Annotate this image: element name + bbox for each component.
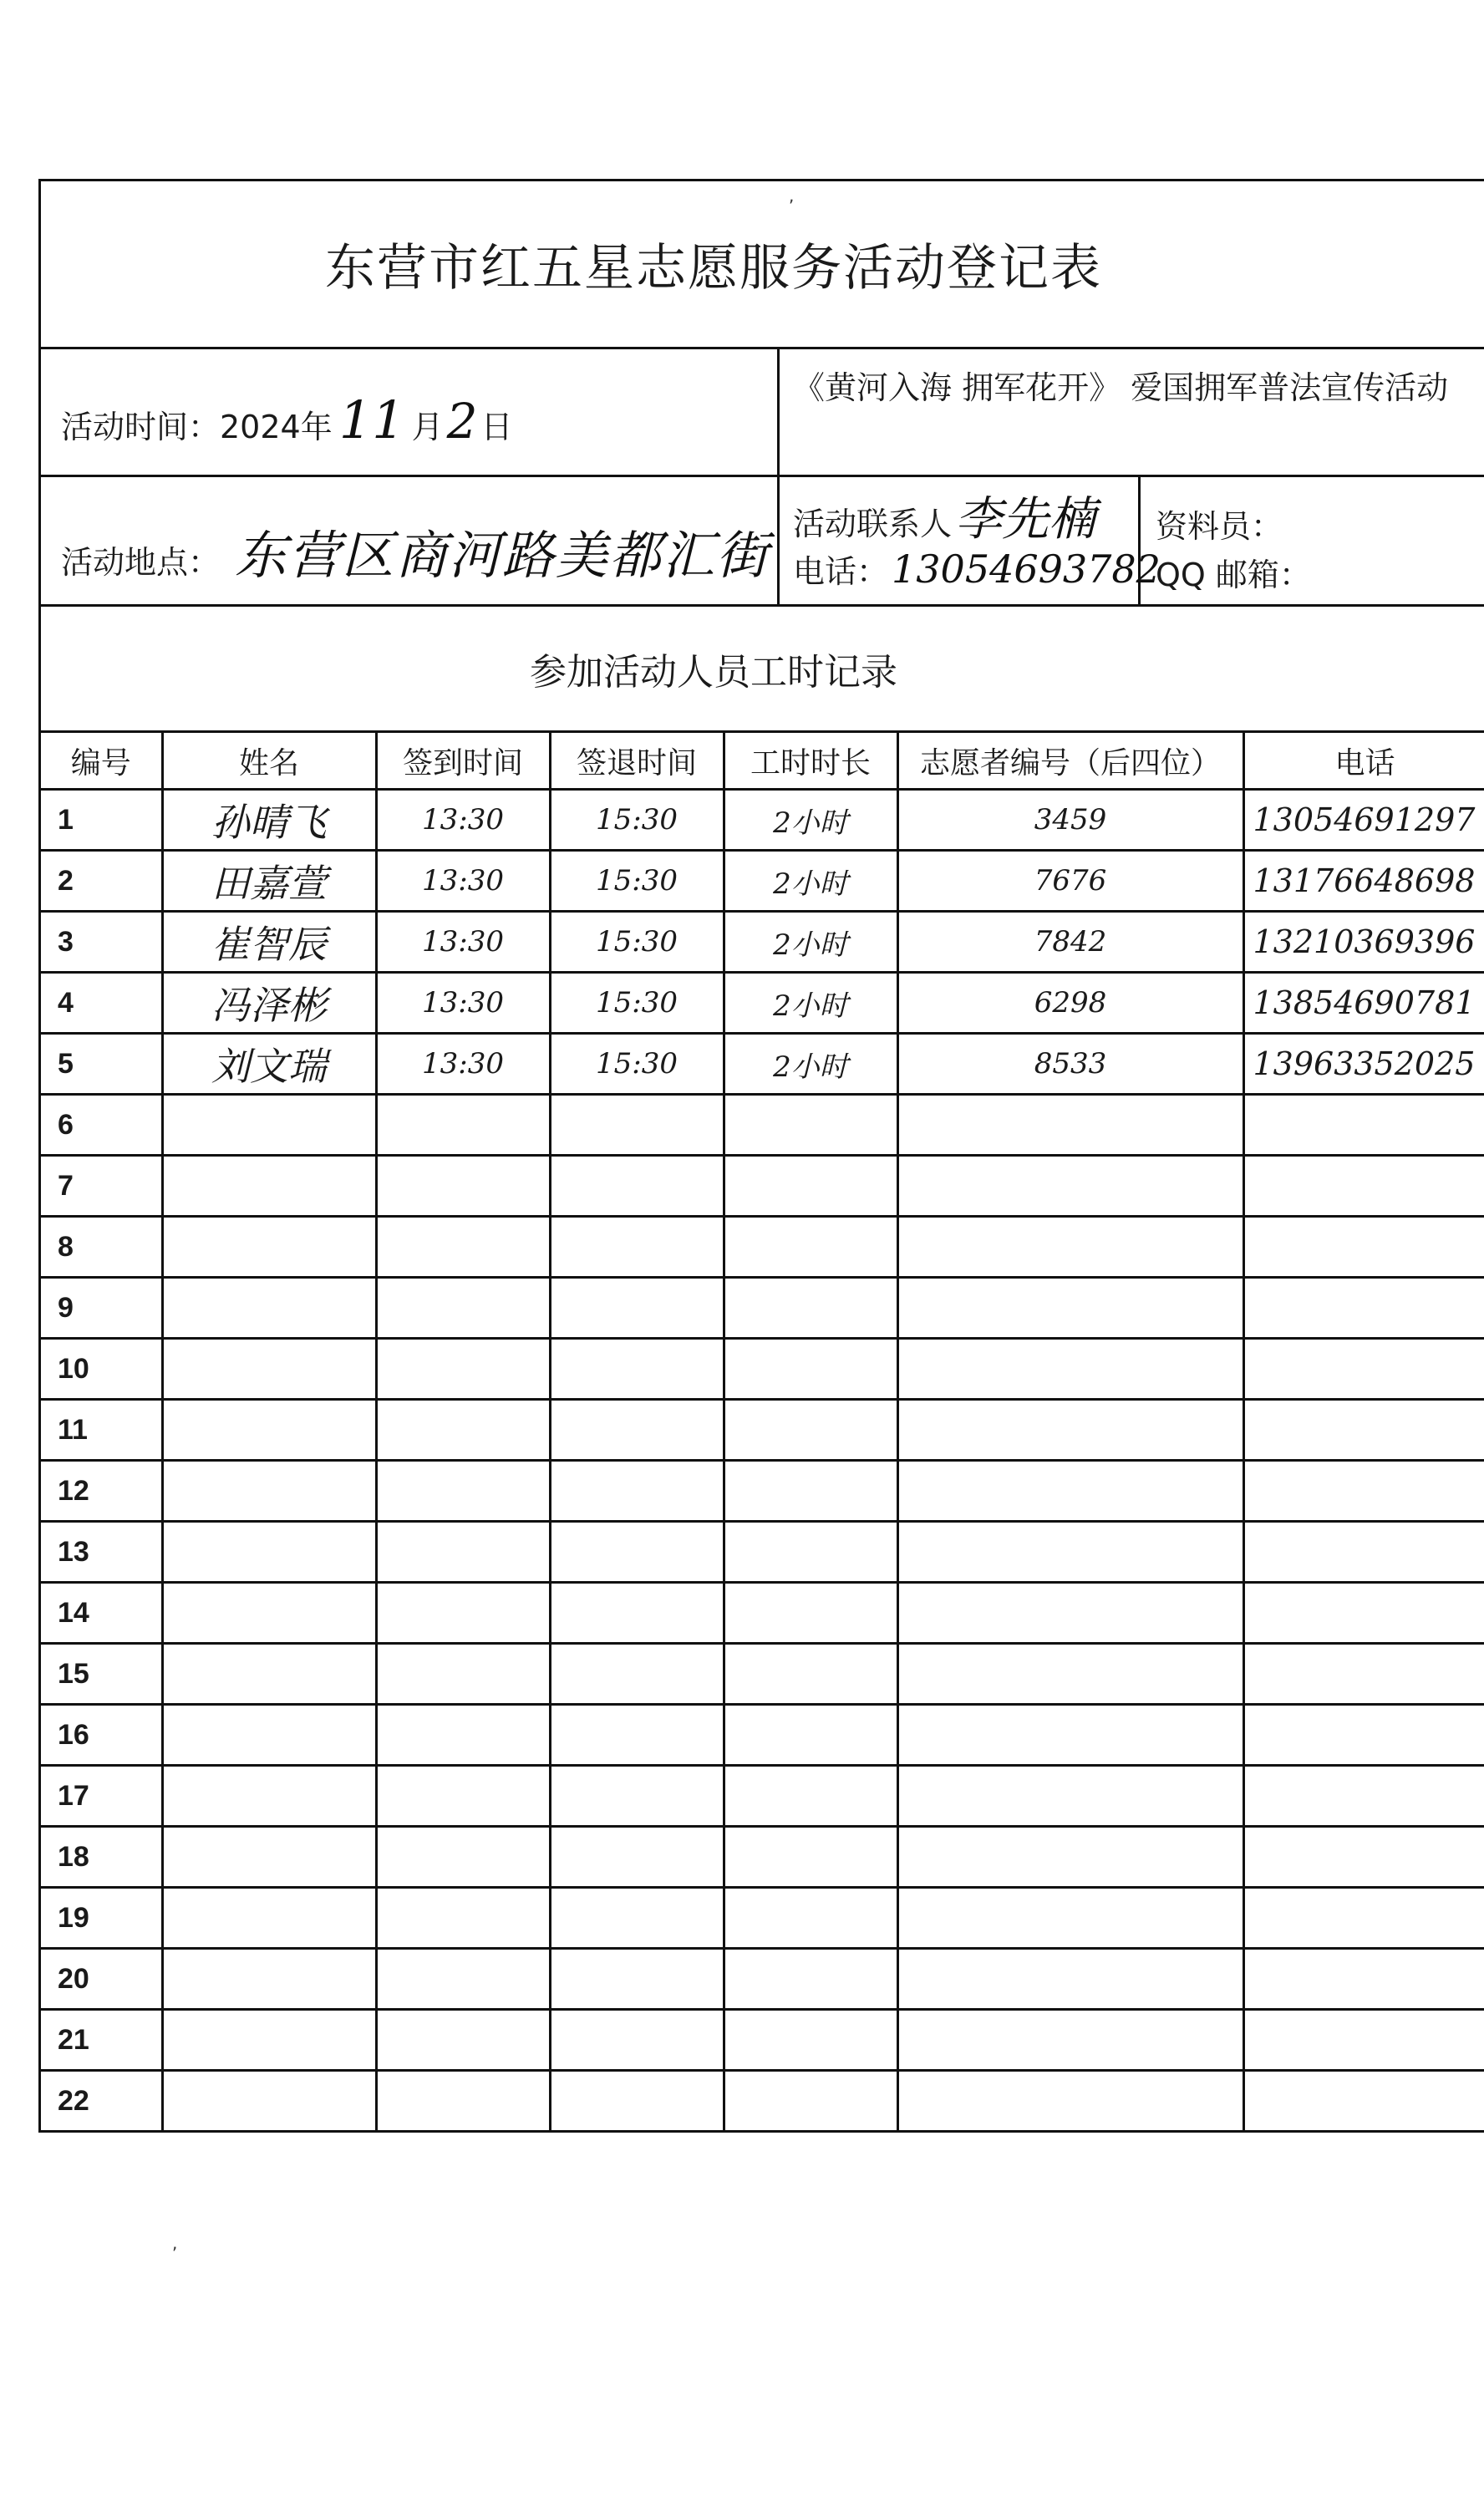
volunteer-name: 刘文瑞	[162, 1034, 376, 1095]
table-row	[41, 1583, 1484, 1644]
volunteer-id: 6298	[897, 973, 1243, 1034]
row-number: 2	[41, 851, 162, 912]
row-number: 18	[41, 1827, 162, 1888]
form-title: 东营市红五星志愿服务活动登记表	[325, 239, 1102, 297]
volunteer-id	[897, 1705, 1243, 1766]
table-row	[41, 1644, 1484, 1705]
table-row	[41, 1522, 1484, 1583]
volunteer-phone	[1243, 1400, 1484, 1461]
table-row	[41, 1278, 1484, 1339]
volunteer-phone	[1243, 1156, 1484, 1217]
table-row	[41, 1095, 1484, 1156]
volunteer-id	[897, 1522, 1243, 1583]
volunteer-phone	[1243, 1766, 1484, 1827]
work-hours	[724, 1644, 897, 1705]
table-row	[41, 973, 1484, 1034]
row-number: 4	[41, 973, 162, 1034]
volunteer-id: 7676	[897, 851, 1243, 912]
volunteer-phone	[1243, 1522, 1484, 1583]
sign-in-time	[376, 1400, 550, 1461]
volunteer-id	[897, 1461, 1243, 1522]
volunteer-name	[162, 2071, 376, 2132]
table-row	[41, 851, 1484, 912]
sign-in-time	[376, 1522, 550, 1583]
work-hours	[724, 1522, 897, 1583]
column-header: 签到时间	[376, 733, 550, 790]
sign-out-time	[550, 1583, 724, 1644]
work-hours	[724, 1461, 897, 1522]
contact-label: 活动联系人	[793, 506, 953, 542]
row-number: 14	[41, 1583, 162, 1644]
sign-in-time	[376, 1278, 550, 1339]
volunteer-name	[162, 1949, 376, 2010]
row-number: 1	[41, 790, 162, 851]
volunteer-name	[162, 1339, 376, 1400]
sign-out-time	[550, 1400, 724, 1461]
sign-out-time	[550, 1949, 724, 2010]
stray-mark: ,	[172, 2233, 178, 2253]
volunteer-phone	[1243, 1583, 1484, 1644]
clerk-label: 资料员：	[1156, 508, 1283, 545]
work-hours	[724, 1400, 897, 1461]
title-row	[41, 181, 1484, 349]
row-number: 9	[41, 1278, 162, 1339]
sign-in-time	[376, 1339, 550, 1400]
sign-in-time: 13:30	[376, 851, 550, 912]
volunteer-id	[897, 1278, 1243, 1339]
sign-in-time	[376, 1949, 550, 2010]
volunteer-id	[897, 2010, 1243, 2071]
work-hours	[724, 2071, 897, 2132]
work-hours	[724, 2010, 897, 2071]
sign-in-time	[376, 1583, 550, 1644]
stray-mark: ,	[789, 186, 795, 206]
volunteer-name: 崔智辰	[162, 912, 376, 973]
volunteer-phone	[1243, 1278, 1484, 1339]
row-number: 22	[41, 2071, 162, 2132]
volunteer-phone: 13176648698	[1243, 851, 1484, 912]
sign-in-time	[376, 2071, 550, 2132]
sign-out-time	[550, 2010, 724, 2071]
sign-in-time: 13:30	[376, 973, 550, 1034]
volunteer-id	[897, 1156, 1243, 1217]
sign-out-time	[550, 1644, 724, 1705]
volunteer-phone: 13963352025	[1243, 1034, 1484, 1095]
volunteer-name	[162, 1278, 376, 1339]
sign-in-time	[376, 1217, 550, 1278]
volunteer-id: 7842	[897, 912, 1243, 973]
volunteer-name	[162, 1217, 376, 1278]
sign-out-time	[550, 2071, 724, 2132]
clerk-cell	[1141, 477, 1484, 604]
sign-out-time	[550, 1522, 724, 1583]
work-hours	[724, 1217, 897, 1278]
volunteer-id	[897, 1095, 1243, 1156]
volunteer-phone	[1243, 1705, 1484, 1766]
work-hours	[724, 1949, 897, 2010]
volunteer-phone	[1243, 2010, 1484, 2071]
row-number: 5	[41, 1034, 162, 1095]
table-row	[41, 1949, 1484, 2010]
sign-in-time	[376, 1461, 550, 1522]
volunteer-name	[162, 1827, 376, 1888]
volunteer-name: 冯泽彬	[162, 973, 376, 1034]
table-row	[41, 2071, 1484, 2132]
table-row	[41, 1339, 1484, 1400]
activity-time-label: 活动时间：2024年	[61, 409, 333, 445]
activity-time-row	[41, 349, 1484, 477]
volunteer-phone	[1243, 1095, 1484, 1156]
volunteer-name	[162, 1583, 376, 1644]
column-header: 编号	[41, 733, 162, 790]
volunteer-phone: 13210369396	[1243, 912, 1484, 973]
work-hours: 2小时	[724, 973, 897, 1034]
volunteer-phone	[1243, 1461, 1484, 1522]
volunteer-name	[162, 1644, 376, 1705]
activity-place-row	[41, 477, 1484, 607]
table-row	[41, 1034, 1484, 1095]
work-hours	[724, 1095, 897, 1156]
sign-out-time	[550, 1278, 724, 1339]
volunteer-name	[162, 1705, 376, 1766]
sign-in-time: 13:30	[376, 790, 550, 851]
row-number: 20	[41, 1949, 162, 2010]
volunteer-name	[162, 2010, 376, 2071]
sign-out-time	[550, 1217, 724, 1278]
volunteer-id	[897, 1827, 1243, 1888]
sign-out-time	[550, 1461, 724, 1522]
activity-time-cell	[41, 349, 780, 475]
sign-in-time	[376, 1156, 550, 1217]
activity-month: 11	[338, 389, 405, 450]
volunteer-name: 孙晴飞	[162, 790, 376, 851]
volunteer-phone	[1243, 2071, 1484, 2132]
volunteer-name	[162, 1888, 376, 1949]
work-hours: 2小时	[724, 851, 897, 912]
table-row	[41, 1400, 1484, 1461]
activity-name-cell	[780, 349, 1484, 475]
row-number: 21	[41, 2010, 162, 2071]
sign-in-time	[376, 1705, 550, 1766]
work-hours: 2小时	[724, 790, 897, 851]
sign-out-time: 15:30	[550, 790, 724, 851]
activity-month-label: 月	[411, 409, 444, 445]
sign-out-time	[550, 1888, 724, 1949]
row-number: 8	[41, 1217, 162, 1278]
row-number: 11	[41, 1400, 162, 1461]
sign-in-time	[376, 1888, 550, 1949]
volunteer-id: 3459	[897, 790, 1243, 851]
volunteer-name: 田嘉萱	[162, 851, 376, 912]
table-row	[41, 912, 1484, 973]
table-row	[41, 1888, 1484, 1949]
registration-form	[38, 179, 1484, 2133]
column-header: 志愿者编号（后四位）	[897, 733, 1243, 790]
activity-name: 《黄河入海 拥军花开》 爱国拥军普法宣传活动	[793, 369, 1449, 406]
volunteer-id	[897, 1766, 1243, 1827]
contact-phone: 13054693782	[892, 547, 1161, 592]
work-hours	[724, 1156, 897, 1217]
volunteer-id	[897, 1217, 1243, 1278]
activity-place-cell	[41, 477, 780, 604]
row-number: 17	[41, 1766, 162, 1827]
row-number: 10	[41, 1339, 162, 1400]
work-hours: 2小时	[724, 912, 897, 973]
activity-place-value: 东营区商河路美都汇街	[235, 525, 770, 586]
volunteer-name	[162, 1766, 376, 1827]
work-hours	[724, 1888, 897, 1949]
sign-out-time: 15:30	[550, 912, 724, 973]
sign-in-time	[376, 1827, 550, 1888]
table-row	[41, 1827, 1484, 1888]
sign-out-time	[550, 1156, 724, 1217]
volunteer-name	[162, 1400, 376, 1461]
volunteer-id	[897, 1400, 1243, 1461]
section-title: 参加活动人员工时记录	[530, 651, 897, 694]
row-number: 7	[41, 1156, 162, 1217]
sign-out-time: 15:30	[550, 973, 724, 1034]
table-row	[41, 1705, 1484, 1766]
volunteer-id	[897, 2071, 1243, 2132]
sign-out-time	[550, 1827, 724, 1888]
column-header: 姓名	[162, 733, 376, 790]
volunteer-name	[162, 1522, 376, 1583]
sign-out-time	[550, 1705, 724, 1766]
table-header-row	[41, 733, 1484, 790]
row-number: 15	[41, 1644, 162, 1705]
volunteer-id	[897, 1644, 1243, 1705]
volunteer-id: 8533	[897, 1034, 1243, 1095]
sign-out-time	[550, 1095, 724, 1156]
table-row	[41, 2010, 1484, 2071]
sign-out-time: 15:30	[550, 1034, 724, 1095]
volunteer-id	[897, 1339, 1243, 1400]
row-number: 16	[41, 1705, 162, 1766]
volunteer-hours-table	[41, 733, 1484, 2133]
sign-in-time	[376, 1766, 550, 1827]
sign-in-time: 13:30	[376, 1034, 550, 1095]
row-number: 6	[41, 1095, 162, 1156]
volunteer-name	[162, 1156, 376, 1217]
volunteer-phone	[1243, 1949, 1484, 2010]
row-number: 3	[41, 912, 162, 973]
volunteer-phone	[1243, 1888, 1484, 1949]
contact-name: 李先楠	[955, 492, 1096, 547]
sign-out-time	[550, 1766, 724, 1827]
table-row	[41, 1217, 1484, 1278]
sign-in-time	[376, 1644, 550, 1705]
row-number: 12	[41, 1461, 162, 1522]
section-title-row	[41, 607, 1484, 733]
volunteer-id	[897, 1583, 1243, 1644]
column-header: 签退时间	[550, 733, 724, 790]
contact-cell	[780, 477, 1161, 604]
volunteer-phone	[1243, 1644, 1484, 1705]
volunteer-phone	[1243, 1217, 1484, 1278]
table-row	[41, 1156, 1484, 1217]
table-row	[41, 1461, 1484, 1522]
table-row	[41, 1766, 1484, 1827]
sign-in-time	[376, 2010, 550, 2071]
volunteer-phone: 13054691297	[1243, 790, 1484, 851]
activity-day-label: 日	[480, 409, 513, 445]
volunteer-id	[897, 1888, 1243, 1949]
sign-out-time	[550, 1339, 724, 1400]
volunteer-phone	[1243, 1339, 1484, 1400]
row-number: 19	[41, 1888, 162, 1949]
volunteer-phone	[1243, 1827, 1484, 1888]
work-hours	[724, 1278, 897, 1339]
work-hours: 2小时	[724, 1034, 897, 1095]
work-hours	[724, 1583, 897, 1644]
work-hours	[724, 1705, 897, 1766]
sign-in-time: 13:30	[376, 912, 550, 973]
work-hours	[724, 1827, 897, 1888]
volunteer-id	[897, 1949, 1243, 2010]
sign-out-time: 15:30	[550, 851, 724, 912]
work-hours	[724, 1339, 897, 1400]
qq-email-label: QQ 邮箱：	[1156, 557, 1311, 593]
volunteer-phone: 13854690781	[1243, 973, 1484, 1034]
activity-day: 2	[446, 393, 478, 450]
column-header: 工时时长	[724, 733, 897, 790]
table-row	[41, 790, 1484, 851]
work-hours	[724, 1766, 897, 1827]
row-number: 13	[41, 1522, 162, 1583]
volunteer-name	[162, 1461, 376, 1522]
volunteer-name	[162, 1095, 376, 1156]
column-header: 电话	[1243, 733, 1484, 790]
sign-in-time	[376, 1095, 550, 1156]
activity-place-label: 活动地点：	[61, 544, 221, 581]
phone-label: 电话：	[793, 553, 889, 590]
